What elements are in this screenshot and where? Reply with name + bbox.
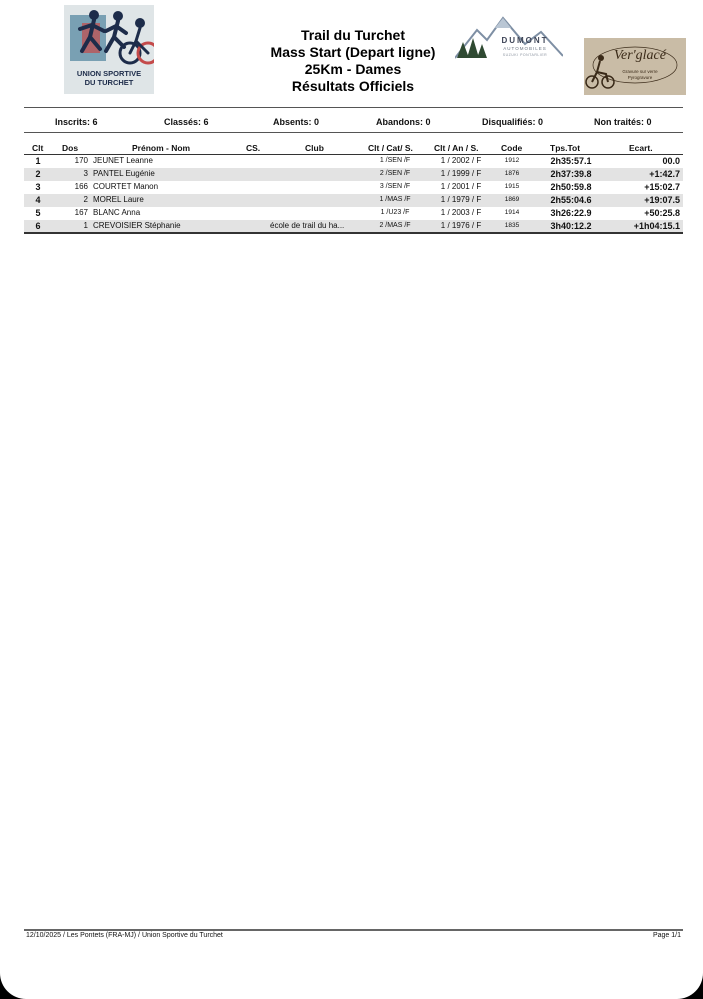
row-dos: 170 — [74, 156, 88, 165]
row-tps: 2h35:57.1 — [550, 156, 592, 166]
row-dos: 2 — [83, 195, 88, 204]
table-bottom-rule — [24, 232, 683, 234]
col-cat: Clt / Cat/ S. — [368, 143, 413, 153]
row-cat: 2 /SEN /F — [379, 170, 411, 177]
stats-top-rule — [24, 107, 683, 108]
row-dos: 167 — [74, 208, 88, 217]
stat-disqualifies: Disqualifiés: 0 — [482, 117, 544, 127]
col-code: Code — [501, 143, 523, 153]
col-name: Prénom - Nom — [132, 143, 191, 153]
row-cat: 1 /SEN /F — [379, 157, 411, 164]
row-tps: 3h26:22.9 — [550, 208, 592, 218]
row-cat: 3 /SEN /F — [379, 183, 411, 190]
row-clt: 4 — [35, 195, 41, 205]
row-code: 1914 — [504, 209, 520, 216]
verglace-logo — [584, 38, 686, 95]
stat-classes: Classés: 6 — [164, 117, 209, 127]
row-ecart: +1:42.7 — [649, 169, 680, 179]
dumont-logo — [455, 14, 563, 62]
row-name: COURTET Manon — [93, 182, 159, 191]
row-tps: 2h37:39.8 — [550, 169, 592, 179]
race-category: 25Km - Dames — [304, 61, 402, 77]
stats-bottom-rule — [24, 132, 683, 133]
verglace-sub1: Gravure sur verre — [622, 69, 658, 74]
col-club: Club — [305, 143, 324, 153]
col-dos: Dos — [62, 143, 79, 153]
row-code: 1915 — [504, 183, 520, 190]
race-name: Trail du Turchet — [301, 27, 405, 43]
table-row — [24, 168, 683, 181]
stats-bar — [24, 117, 683, 129]
row-name: MOREL Laure — [93, 195, 144, 204]
row-code: 1912 — [504, 157, 520, 164]
cyclist-silhouette-icon — [584, 38, 686, 95]
row-dos: 166 — [74, 182, 88, 191]
row-dos: 3 — [83, 169, 88, 178]
row-ecart: +1h04:15.1 — [633, 221, 680, 231]
table-row — [24, 194, 683, 207]
row-code: 1876 — [504, 170, 520, 177]
row-dos: 1 — [83, 221, 88, 230]
row-code: 1869 — [504, 196, 520, 203]
footer-rule — [24, 929, 683, 931]
row-clt: 2 — [35, 169, 41, 179]
table-row — [24, 155, 683, 168]
row-tps: 2h55:04.6 — [550, 195, 592, 205]
row-name: CREVOISIER Stéphanie — [93, 221, 181, 230]
row-code: 1835 — [504, 222, 520, 229]
row-name: BLANC Anna — [93, 208, 141, 217]
usc-logo-line2: DU TURCHET — [84, 78, 134, 87]
row-ecart: +15:02.7 — [644, 182, 680, 192]
row-ecart: 00.0 — [662, 156, 680, 166]
row-tps: 3h40:12.2 — [550, 221, 592, 231]
dumont-sub: AUTOMOBILES — [503, 46, 547, 51]
runner-cyclist-icon — [64, 5, 154, 69]
verglace-sub2: Pyrogravure — [627, 75, 653, 80]
verglace-name: Ver'glacé — [614, 48, 666, 63]
col-cs: CS. — [246, 143, 261, 153]
race-start-type: Mass Start (Depart ligne) — [270, 44, 436, 60]
col-clt: Clt — [32, 143, 44, 153]
row-ecart: +19:07.5 — [644, 195, 680, 205]
col-tps: Tps.Tot — [550, 143, 581, 153]
row-tps: 2h50:59.8 — [550, 182, 592, 192]
row-clt: 6 — [35, 221, 41, 231]
row-clt: 5 — [35, 208, 41, 218]
stat-non-traites: Non traités: 0 — [594, 117, 652, 127]
dumont-sub2: SUZUKI PONTARLIER — [502, 53, 548, 57]
row-club: école de trail du ha... — [270, 221, 345, 230]
row-clt: 1 — [35, 156, 41, 166]
row-ecart: +50:25.8 — [644, 208, 680, 218]
usc-logo-line1: UNION SPORTIVE — [76, 69, 142, 78]
row-an: 1 / 1976 / F — [440, 221, 482, 230]
results-label: Résultats Officiels — [291, 78, 415, 94]
stat-inscrits: Inscrits: 6 — [55, 117, 98, 127]
table-row — [24, 207, 683, 220]
col-ecart: Ecart. — [629, 143, 653, 153]
footer-event-info: 12/10/2025 / Les Pontets (FRA-MJ) / Union Sportive du Turchet — [26, 932, 223, 939]
row-an: 1 / 2003 / F — [440, 208, 482, 217]
row-name: JEUNET Leanne — [93, 156, 153, 165]
row-clt: 3 — [35, 182, 41, 192]
race-title — [240, 27, 466, 95]
row-an: 1 / 2001 / F — [440, 182, 482, 191]
footer-page-number: Page 1/1 — [652, 932, 681, 939]
union-sportive-logo — [64, 5, 154, 94]
col-an: Clt / An / S. — [434, 143, 479, 153]
row-cat: 2 /MAS /F — [379, 222, 411, 229]
results-table-body — [24, 155, 683, 233]
table-row — [24, 181, 683, 194]
row-an: 1 / 1999 / F — [440, 169, 482, 178]
row-an: 1 / 1979 / F — [440, 195, 482, 204]
row-cat: 1 /MAS /F — [379, 196, 411, 203]
dumont-name: DUMONT — [501, 36, 549, 45]
row-an: 1 / 2002 / F — [440, 156, 482, 165]
row-cat: 1 /U23 /F — [380, 209, 410, 216]
row-name: PANTEL Eugénie — [93, 169, 155, 178]
stat-abandons: Abandons: 0 — [376, 117, 431, 127]
stat-absents: Absents: 0 — [273, 117, 320, 127]
